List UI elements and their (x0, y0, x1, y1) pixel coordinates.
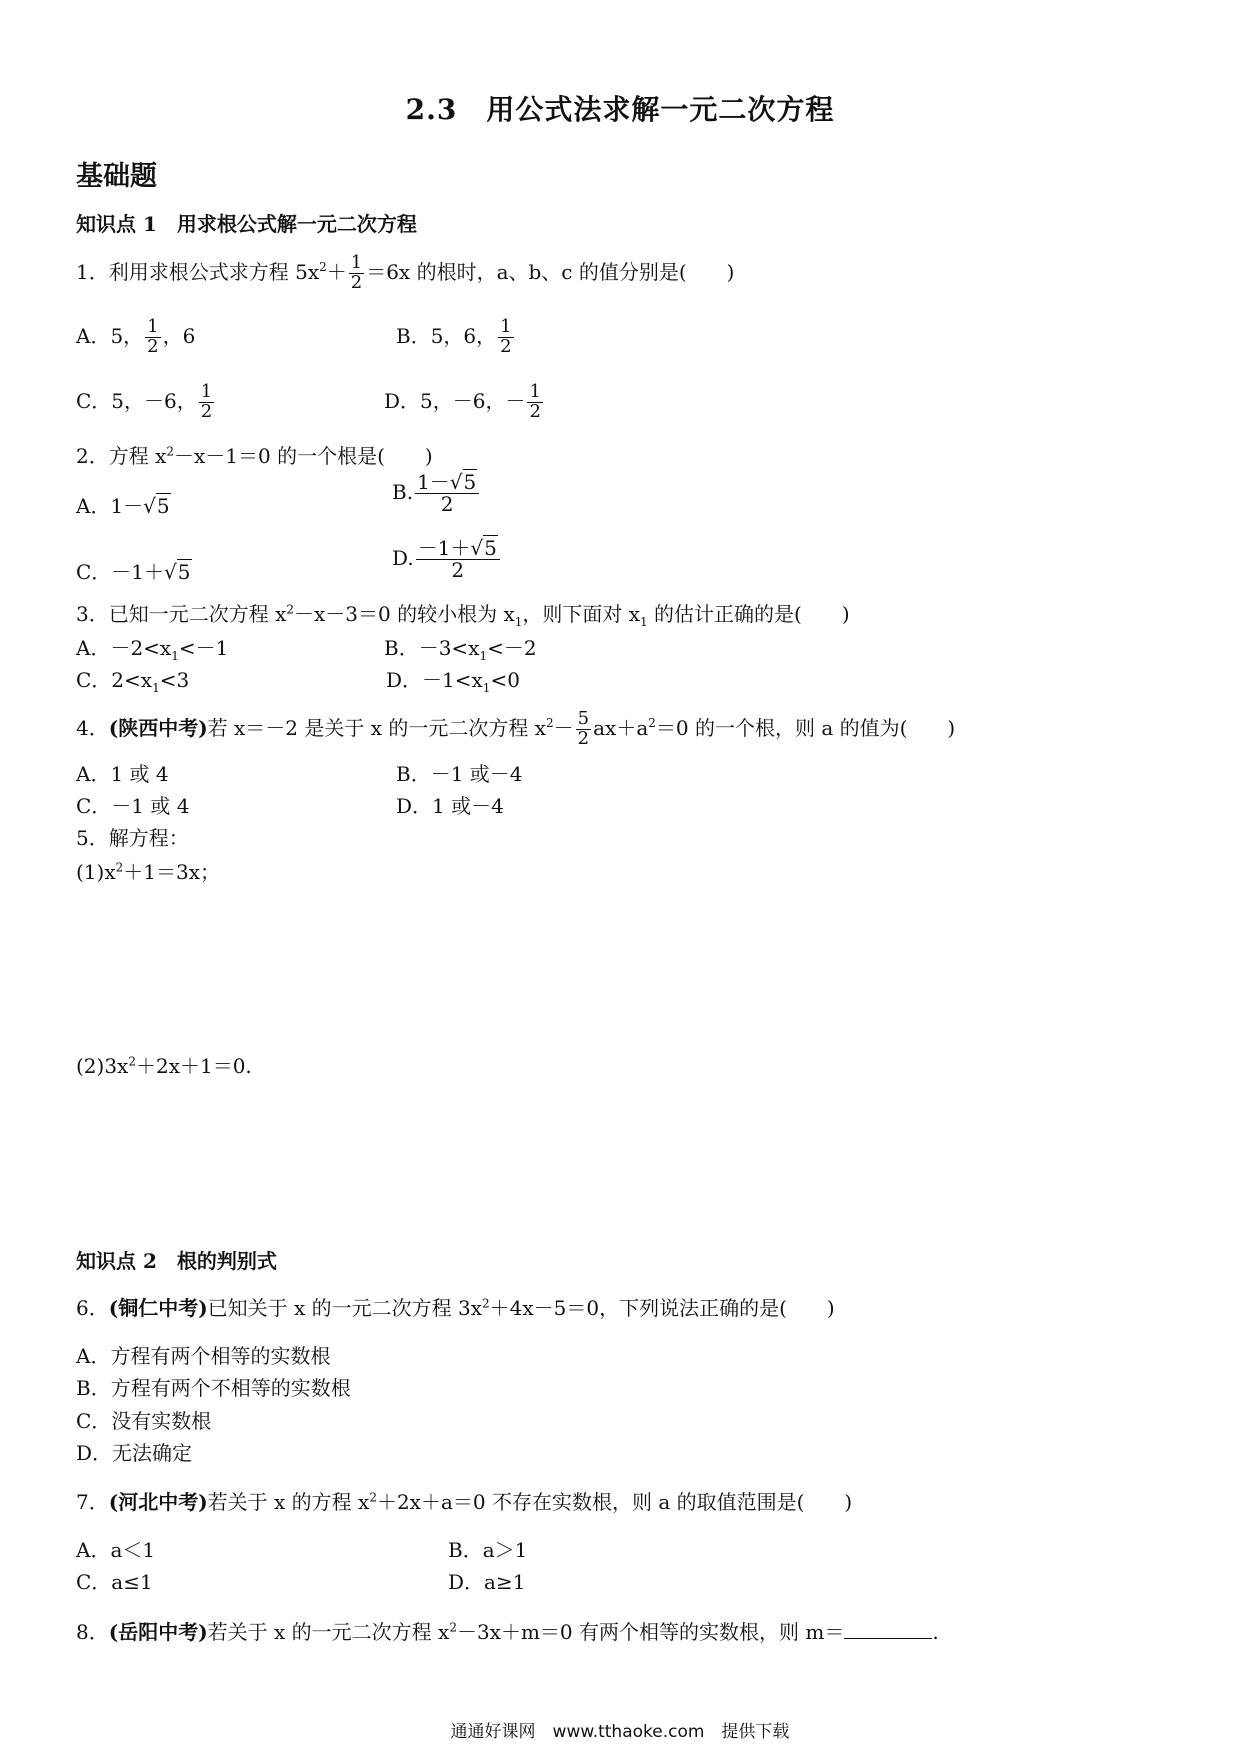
q2-option-c: C．－1＋√5 (76, 560, 191, 584)
question-7: 7．(河北中考)若关于 x 的方程 $x^2+2x+a=0$ 不存在实数根，则 a 的取值范围是( ) (76, 1490, 853, 1514)
knowledge-point-2: 知识点 2 根的判别式 (76, 1249, 277, 1273)
q7-option-a: A．a＜1 (76, 1538, 156, 1562)
section-heading: 基础题 (76, 161, 157, 192)
q2-option-d: D. $\frac{-1+√5}{2}$ (392, 538, 502, 581)
q5-part-1: $(1)x^2+1=3x$； (76, 860, 220, 884)
question-5: 5．解方程： (76, 826, 189, 850)
q7-option-b: B．a＞1 (448, 1538, 528, 1562)
q5-part-2: $(2)3x^2+2x+1=0$. (76, 1054, 252, 1078)
q6-option-d: D．无法确定 (76, 1441, 193, 1465)
q4-option-d: D．1 或－4 (396, 794, 504, 818)
q4-option-c: C．－1 或 4 (76, 794, 190, 818)
q3-option-c: C．$2<x_1<3$ (76, 668, 190, 695)
q7-option-c: C．a≤1 (76, 1570, 153, 1594)
question-3: 3．已知一元二次方程 $x^2-x-3=0$ 的较小根为 $x_1$，则下面对 $x_1$ 的估计正确的是( ) (76, 602, 850, 629)
q4-option-b: B．－1 或－4 (396, 762, 523, 786)
q6-option-c: C．没有实数根 (76, 1409, 212, 1433)
question-8: 8．(岳阳中考)若关于 x 的一元二次方程 $x^2-3x+m=0$ 有两个相等的实数根，则 m＝ . (76, 1620, 939, 1644)
knowledge-point-1: 知识点 1 用求根公式解一元二次方程 (76, 212, 417, 236)
q1-option-a: A．5， $\frac{1}{2}$ ，6 (76, 316, 196, 357)
q6-option-b: B．方程有两个不相等的实数根 (76, 1376, 351, 1400)
question-2: 2．方程 $x^2-x-1=0$ 的一个根是( ) (76, 444, 433, 468)
q1-option-c: C．5，－6， $\frac{1}{2}$ (76, 381, 213, 422)
question-4: 4．(陕西中考)若 x＝－2 是关于 x 的一元二次方程 $x^2-$ $\frac{5}{2}$ $ax+a^2=0$ 的一个根，则 a 的值为( ) (76, 708, 956, 749)
question-6: 6．(铜仁中考)已知关于 x 的一元二次方程 $3x^2+4x-5=0$，下列说法正确的是( ) (76, 1296, 835, 1320)
q2-option-b: B. $\frac{1-√5}{2}$ (392, 472, 481, 515)
q6-option-a: A．方程有两个相等的实数根 (76, 1344, 331, 1368)
q4-option-a: A．1 或 4 (76, 762, 169, 786)
q1-option-d: D．5，－6，－ $\frac{1}{2}$ (384, 381, 541, 422)
q3-option-b: B．$-3<x_1<-2$ (384, 636, 537, 663)
q3-option-d: D．$-1<x_1<0$ (386, 668, 520, 695)
question-1: 1．利用求根公式求方程 $5x^2+$ $\frac{1}{2}$ ＝6x 的根时，a、b、c 的值分别是( ) (76, 252, 735, 293)
q3-option-a: A．$-2<x_1<-1$ (76, 636, 229, 663)
q1-option-b: B．5，6， $\frac{1}{2}$ (396, 316, 512, 357)
q7-option-d: D．a≥1 (448, 1570, 526, 1594)
q2-option-a: A．1－√5 (76, 494, 170, 518)
footer-credit: 通通好课网 www.tthaoke.com 提供下载 (450, 1722, 790, 1742)
page-title: 2.3 用公式法求解一元二次方程 (405, 93, 835, 126)
answer-blank[interactable] (844, 1620, 932, 1639)
